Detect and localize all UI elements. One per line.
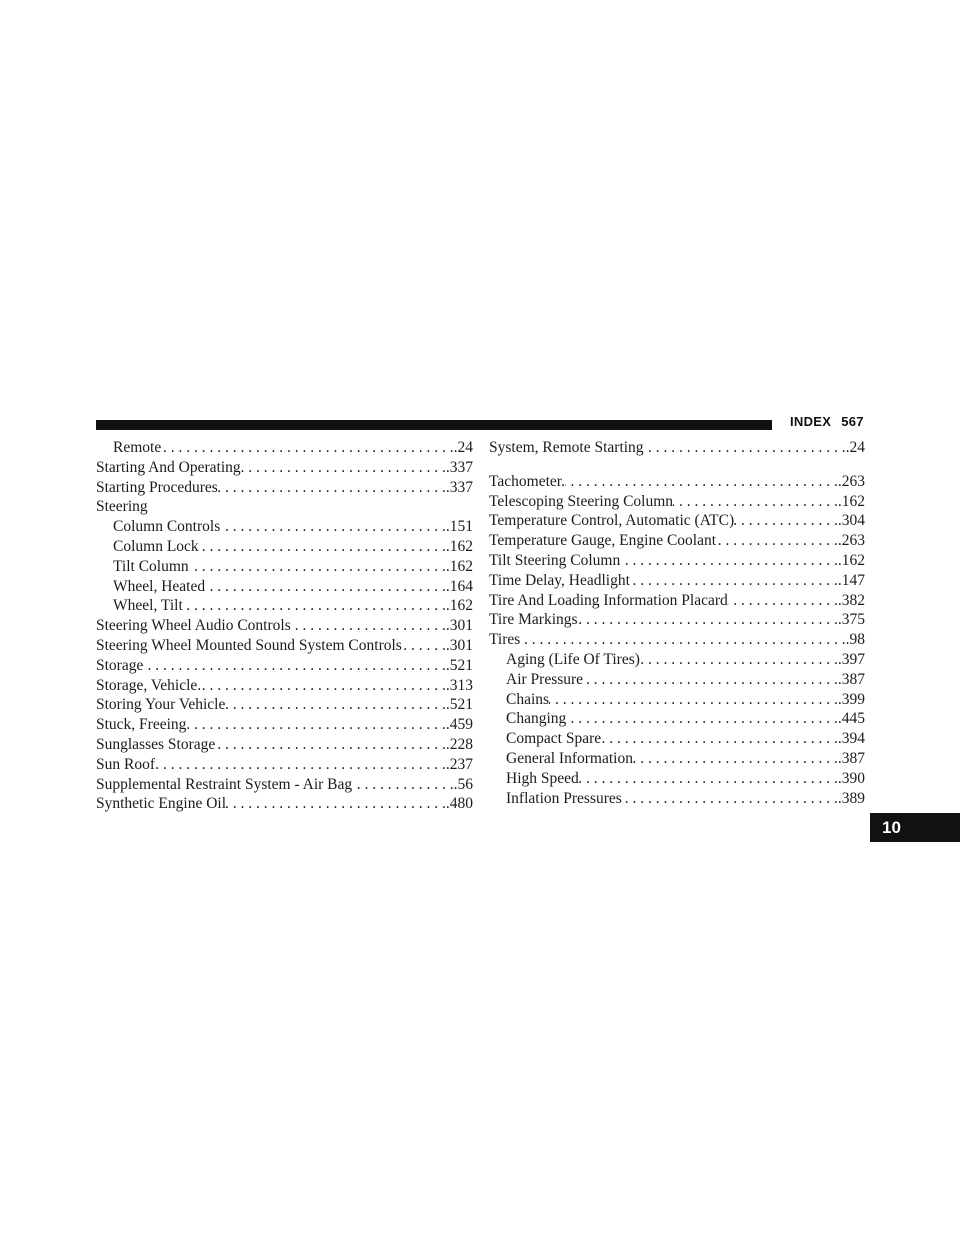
index-entry <box>489 571 865 591</box>
index-entry-page: .387 <box>837 749 865 767</box>
index-entry-page: .24 <box>453 439 473 456</box>
index-entry-page: .397 <box>837 650 865 668</box>
index-entry-label: High Speed <box>506 769 579 787</box>
dot-leader <box>155 755 446 775</box>
index-entry-label: Sunglasses Storage <box>96 735 216 753</box>
dot-leader <box>241 458 446 478</box>
index-entry <box>96 676 473 696</box>
index-entry-page: .301 <box>445 636 473 654</box>
header-page-number: 567 <box>841 414 864 429</box>
dot-leader <box>189 557 446 577</box>
index-entry <box>96 775 473 795</box>
index-entry <box>96 438 473 458</box>
index-entry-page: .301 <box>445 617 473 635</box>
dot-leader <box>199 537 446 557</box>
dot-leader <box>352 775 453 795</box>
index-entry-label: Tire And Loading Information Placard <box>489 591 728 609</box>
index-entry-label: General Information <box>506 749 633 767</box>
index-entry-page: .24 <box>845 439 865 456</box>
index-entry-label: Storing Your Vehicle <box>96 696 226 714</box>
chapter-tab: 10 <box>870 813 960 842</box>
index-entry-page: .304 <box>837 512 865 530</box>
dot-leader <box>186 715 445 735</box>
header-rule <box>96 420 772 430</box>
index-entry-label: Temperature Gauge, Engine Coolant <box>489 532 717 550</box>
index-column-left <box>96 438 473 814</box>
index-entry-label: Tachometer. <box>489 472 565 490</box>
index-entry <box>96 616 473 636</box>
index-entry-label: Wheel, Tilt <box>113 597 183 615</box>
index-entry-label: Inflation Pressures <box>506 789 622 807</box>
dot-leader <box>201 676 446 696</box>
index-entry <box>489 630 865 650</box>
dot-leader <box>633 749 838 769</box>
index-entry-label: Aging (Life Of Tires) <box>506 650 640 668</box>
index-entry-page: .151 <box>445 518 473 536</box>
index-entry <box>489 438 865 458</box>
index-entry-page: .480 <box>445 795 473 813</box>
dot-leader <box>218 478 446 498</box>
index-entry-label: Steering Wheel Mounted Sound System Controls <box>96 636 402 654</box>
index-entry-page: .445 <box>837 710 865 728</box>
index-entry <box>489 729 865 749</box>
index-entry-label: Tires <box>489 631 521 649</box>
index-entry-label: Tilt Steering Column <box>489 551 621 569</box>
index-entry-page: .263 <box>837 532 865 550</box>
dot-leader <box>161 438 453 458</box>
index-entry <box>96 577 473 597</box>
dot-leader <box>225 695 446 715</box>
index-entry-page: .390 <box>837 769 865 787</box>
index-entry <box>489 591 865 611</box>
index-entry <box>96 497 473 517</box>
index-entry-label: Column Lock <box>113 537 199 555</box>
dot-leader <box>183 596 446 616</box>
dot-leader <box>630 571 838 591</box>
index-entry-page: .147 <box>837 571 865 589</box>
index-entry-label: Stuck, Freeing <box>96 716 187 734</box>
dot-leader <box>583 670 838 690</box>
index-entry <box>489 511 865 531</box>
index-entry-page: .162 <box>445 557 473 575</box>
index-entry <box>489 789 865 809</box>
dot-leader <box>734 511 838 531</box>
index-entry <box>96 755 473 775</box>
dot-leader <box>220 517 446 537</box>
index-entry-label: Synthetic Engine Oil <box>96 795 227 813</box>
running-header <box>790 414 864 429</box>
index-entry-label: Starting Procedures <box>96 478 218 496</box>
index-entry-page: .162 <box>445 537 473 555</box>
index-entry <box>489 749 865 769</box>
dot-leader <box>644 438 846 458</box>
index-entry <box>96 458 473 478</box>
index-entry-label: Changing <box>506 710 567 728</box>
index-entry-label: Temperature Control, Automatic (ATC) <box>489 512 735 530</box>
index-entry-label: System, Remote Starting <box>489 439 644 456</box>
index-entry-label: Chains <box>506 690 550 708</box>
index-entry <box>489 709 865 729</box>
index-entry <box>96 656 473 676</box>
index-entry <box>489 610 865 630</box>
dot-leader <box>402 636 446 656</box>
index-entry-page: .56 <box>453 775 473 793</box>
header-title: INDEX <box>790 414 832 429</box>
dot-leader <box>291 616 446 636</box>
index-entry <box>489 690 865 710</box>
index-entry-page: .387 <box>837 670 865 688</box>
index-entry-label: Wheel, Heated <box>113 577 206 595</box>
dot-leader <box>578 610 838 630</box>
index-entry-label: Sun Roof <box>96 755 155 773</box>
index-entry-label: Air Pressure <box>506 670 584 688</box>
index-entry-page: .399 <box>837 690 865 708</box>
index-entry <box>96 596 473 616</box>
index-entry <box>489 492 865 512</box>
index-entry-page: .337 <box>445 458 473 476</box>
dot-leader <box>565 472 838 492</box>
index-entry <box>96 794 473 814</box>
index-entry-page: .162 <box>837 551 865 569</box>
dot-leader <box>566 709 838 729</box>
index-entry-label: Storage, Vehicle. <box>96 676 202 694</box>
index-entry-page: .375 <box>837 611 865 629</box>
index-entry-page: .98 <box>845 631 865 649</box>
index-entry <box>489 531 865 551</box>
dot-leader <box>520 630 845 650</box>
index-entry-page: .389 <box>837 789 865 807</box>
index-entry-label: Tilt Column <box>113 557 189 575</box>
index-entry-label: Time Delay, Headlight <box>489 571 630 589</box>
index-entry <box>96 636 473 656</box>
index-entry <box>489 670 865 690</box>
index-entry-page: .521 <box>445 696 473 714</box>
dot-leader <box>226 794 446 814</box>
index-entry <box>489 472 865 492</box>
index-entry-page: .337 <box>445 478 473 496</box>
index-entry-page: .313 <box>445 676 473 694</box>
index-entry-label: Telescoping Steering Column <box>489 492 674 510</box>
dot-leader <box>205 577 446 597</box>
index-entry-label: Storage <box>96 656 144 674</box>
index-entry <box>96 735 473 755</box>
dot-leader <box>622 789 838 809</box>
index-entry-label: Steering <box>96 498 148 516</box>
index-entry-page: .162 <box>837 492 865 510</box>
index-entry <box>96 478 473 498</box>
index-entry-page: .382 <box>837 591 865 609</box>
index-entry-page: .228 <box>445 735 473 753</box>
dot-leader <box>620 551 838 571</box>
dot-leader <box>601 729 838 749</box>
index-entry <box>489 769 865 789</box>
dot-leader <box>716 531 838 551</box>
index-entry-label: Steering Wheel Audio Controls <box>96 617 291 635</box>
index-entry <box>96 557 473 577</box>
index-entry-label: Starting And Operating <box>96 458 241 476</box>
dot-leader <box>215 735 446 755</box>
index-entry-page: .164 <box>445 577 473 595</box>
index-entry <box>489 551 865 571</box>
dot-leader <box>673 492 838 512</box>
index-entry <box>96 537 473 557</box>
index-entry-page: .263 <box>837 472 865 490</box>
index-entry-label: Supplemental Restraint System - Air Bag <box>96 775 353 793</box>
index-entry-label: Remote <box>113 439 162 456</box>
dot-leader <box>640 650 838 670</box>
dot-leader <box>549 690 838 710</box>
index-entry <box>489 650 865 670</box>
index-entry-page: .459 <box>445 716 473 734</box>
dot-leader <box>728 591 838 611</box>
index-column-right <box>489 438 865 808</box>
index-entry-page: .394 <box>837 730 865 748</box>
index-entry <box>96 517 473 537</box>
index-entry <box>96 695 473 715</box>
index-entry-page: .237 <box>445 755 473 773</box>
index-entry-label: Column Controls <box>113 518 221 536</box>
index-entry-label: Compact Spare <box>506 730 602 748</box>
dot-leader <box>143 656 446 676</box>
index-entry-label: Tire Markings <box>489 611 578 629</box>
index-entry-page: .162 <box>445 597 473 615</box>
dot-leader <box>579 769 838 789</box>
index-entry <box>96 715 473 735</box>
index-entry-page: .521 <box>445 656 473 674</box>
